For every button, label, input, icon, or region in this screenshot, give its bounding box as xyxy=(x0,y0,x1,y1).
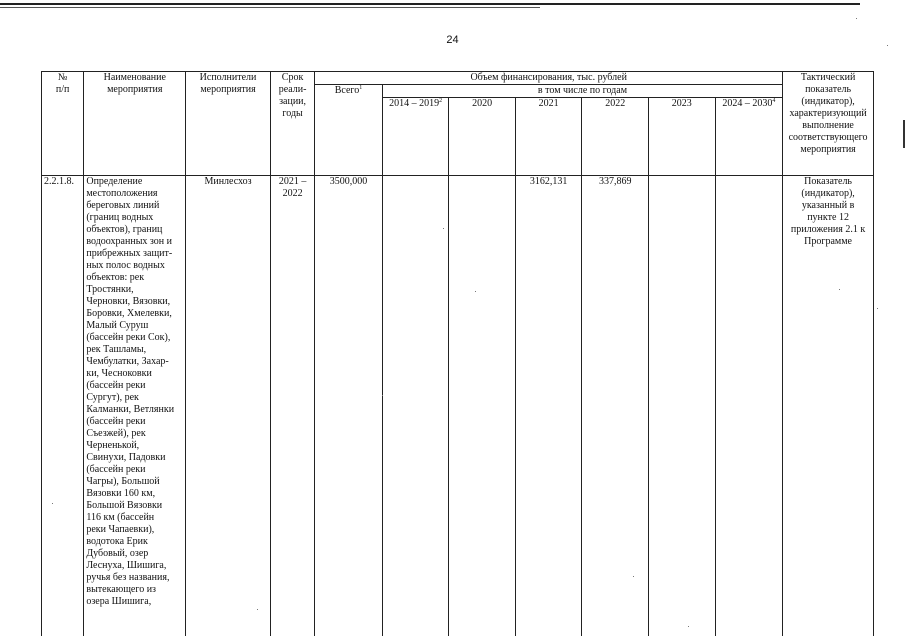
header-year-2014-2019 xyxy=(382,98,449,176)
scan-speck xyxy=(443,228,444,229)
header-year-2014-2019-footnote: 2 xyxy=(439,98,443,104)
header-year-2024-2030-label: 2024 – 2030 xyxy=(722,98,773,109)
header-total xyxy=(315,85,383,176)
header-incl-years: в том числе по годам xyxy=(382,85,782,98)
row-year-2024-2030 xyxy=(715,176,783,637)
row-term: 2021 – 2022 xyxy=(270,176,314,637)
table-row xyxy=(42,176,874,637)
scan-speck xyxy=(887,45,888,46)
scan-speck xyxy=(688,626,689,627)
scan-speck xyxy=(839,289,840,290)
header-year-2020: 2020 xyxy=(449,98,516,176)
header-funding: Объем финансирования, тыс. рублей xyxy=(315,72,783,85)
header-indicator: Тактический показатель (индикатор), характеризующий выполнение соответствующего мероприятия xyxy=(783,72,874,176)
scan-top-rule xyxy=(0,3,860,5)
scan-speck xyxy=(877,308,878,309)
row-year-2022: 337,869 xyxy=(582,176,649,637)
scan-speck xyxy=(257,609,258,610)
scan-speck xyxy=(475,291,476,292)
row-year-2021: 3162,131 xyxy=(515,176,582,637)
header-year-2021: 2021 xyxy=(515,98,582,176)
row-year-2020 xyxy=(449,176,516,637)
scan-speck xyxy=(856,18,857,19)
funding-table xyxy=(41,71,874,636)
header-num: № п/п xyxy=(42,72,84,176)
row-indicator: Показатель (индикатор), указанный в пункте 12 приложения 2.1 к Программе xyxy=(783,176,874,637)
scan-speck xyxy=(52,503,53,504)
page-number: 24 xyxy=(446,34,459,46)
scan-top-rule-secondary xyxy=(0,7,540,8)
header-name: Наименование мероприятия xyxy=(84,72,186,176)
header-year-2023: 2023 xyxy=(649,98,716,176)
row-total: 3500,000 xyxy=(315,176,383,637)
header-term: Срок реали- зации, годы xyxy=(270,72,314,176)
row-num: 2.2.1.8. xyxy=(42,176,84,637)
header-row-1 xyxy=(42,72,874,85)
header-total-label: Всего xyxy=(334,85,360,96)
row-year-2014-2019 xyxy=(382,176,449,637)
scan-speck xyxy=(633,576,634,577)
scan-speck xyxy=(382,395,383,396)
header-year-2024-2030-footnote: 4 xyxy=(772,98,776,104)
row-name: Определение местоположения береговых линий (границ водных объектов), границ водоохранных зон и прибрежных защит- ных полос водных объектов: рек Тростянки, Черновки, Вязовки, Боровки, Хмелевки, Малый Суруш (бассейн реки Сок), рек Ташламы, Чембулатки, Захар- ки, Чесноковки (бассейн реки Сургут), рек Калманки, Ветлянки (бассейн реки Съезжей), рек Черненькой, Свинухи, Падовки (бассейн реки Чагры), Большой Вязовки 160 км, Большой Вязовки 116 км (бассейн реки Чапаевки), водотока Ерик Дубовый, озер Леснуха, Шишига, ручья без названия, вытекающего из озера Шишига, xyxy=(84,176,186,637)
header-year-2024-2030 xyxy=(715,98,783,176)
row-executor: Минлесхоз xyxy=(186,176,271,637)
header-year-2014-2019-label: 2014 – 2019 xyxy=(389,98,440,109)
header-total-footnote: 1 xyxy=(359,85,363,91)
header-executors: Исполнители мероприятия xyxy=(186,72,271,176)
header-year-2022: 2022 xyxy=(582,98,649,176)
row-year-2023 xyxy=(649,176,716,637)
